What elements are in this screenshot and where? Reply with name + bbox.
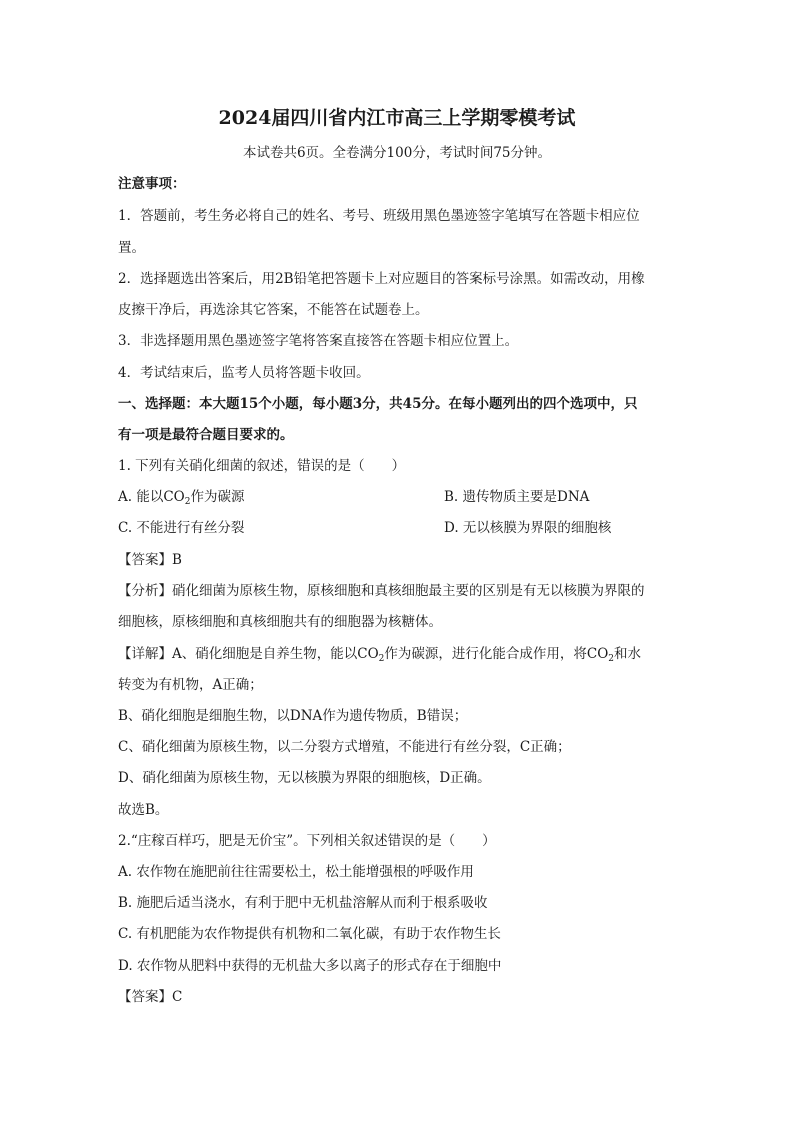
question-1-detail-line: C、硝化细菌为原核生物，以二分裂方式增殖，不能进行有丝分裂，C正确； <box>118 739 571 755</box>
question-1-detail-line: 转变为有机物，A正确； <box>118 677 263 693</box>
question-2-option-d: D. 农作物从肥料中获得的无机盐大多以离子的形式存在于细胞中 <box>118 958 502 974</box>
question-1-detail-line: D、硝化细菌为原核生物，无以核膜为界限的细胞核，D正确。 <box>118 770 491 786</box>
notice-line: 3．非选择题用黑色墨迹签字笔将答案直接答在答题卡相应位置上。 <box>118 333 519 349</box>
notice-heading: 注意事项： <box>118 176 186 192</box>
notice-line: 皮擦干净后，再选涂其它答案，不能答在试题卷上。 <box>118 302 429 318</box>
question-1-option-d: D. 无以核膜为界限的细胞核 <box>444 520 612 536</box>
question-1-option-b: B. 遗传物质主要是DNA <box>444 489 590 505</box>
question-2-stem: 2.“庄稼百样巧，肥是无价宝”。下列相关叙述错误的是（ ） <box>118 833 496 849</box>
notice-line: 2．选择题选出答案后，用2B铅笔把答题卡上对应题目的答案标号涂黑。如需改动，用橡 <box>118 271 645 287</box>
question-2-answer: 【答案】C <box>118 989 183 1005</box>
question-1-analysis-continued: 细胞核，原核细胞和真核细胞共有的细胞器为核糖体。 <box>118 614 442 630</box>
section-heading: 一、选择题：本大题15个小题，每小题3分，共45分。在每小题列出的四个选项中，只 <box>118 396 638 412</box>
question-1-answer: 【答案】B <box>118 552 182 568</box>
section-heading-continued: 有一项是最符合题目要求的。 <box>118 427 294 443</box>
question-1-option-a: A. 能以$CO_2$作为碳源 <box>118 489 245 507</box>
question-2-option-b: B. 施肥后适当浇水，有利于肥中无机盐溶解从而利于根系吸收 <box>118 895 488 911</box>
notice-line: 置。 <box>118 240 145 256</box>
question-1-option-c: C. 不能进行有丝分裂 <box>118 520 245 536</box>
question-1-conclusion: 故选B。 <box>118 802 169 818</box>
exam-title: 2024届四川省内江市高三上学期零模考试 <box>218 107 576 129</box>
question-1-detail: 【详解】A、硝化细胞是自养生物，能以$CO_2$作为碳源，进行化能合成作用，将$CO_2$和水 <box>118 646 642 664</box>
notice-line: 4．考试结束后，监考人员将答题卡收回。 <box>118 365 370 381</box>
question-2-option-c: C. 有机肥能为农作物提供有机物和二氧化碳，有助于农作物生长 <box>118 926 501 942</box>
exam-subtitle: 本试卷共6页。全卷满分100分，考试时间75分钟。 <box>242 145 552 161</box>
question-2-option-a: A. 农作物在施肥前往往需要松土，松土能增强根的呼吸作用 <box>118 864 474 880</box>
question-1-analysis: 【分析】硝化细菌为原核生物，原核细胞和真核细胞最主要的区别是有无以核膜为界限的 <box>118 583 645 599</box>
question-1-stem: 1. 下列有关硝化细菌的叙述，错误的是（ ） <box>118 458 406 474</box>
notice-line: 1．答题前，考生务必将自己的姓名、考号、班级用黑色墨迹签字笔填写在答题卡相应位 <box>118 208 640 224</box>
question-1-detail-line: B、硝化细胞是细胞生物，以DNA作为遗传物质，B错误； <box>118 708 468 724</box>
